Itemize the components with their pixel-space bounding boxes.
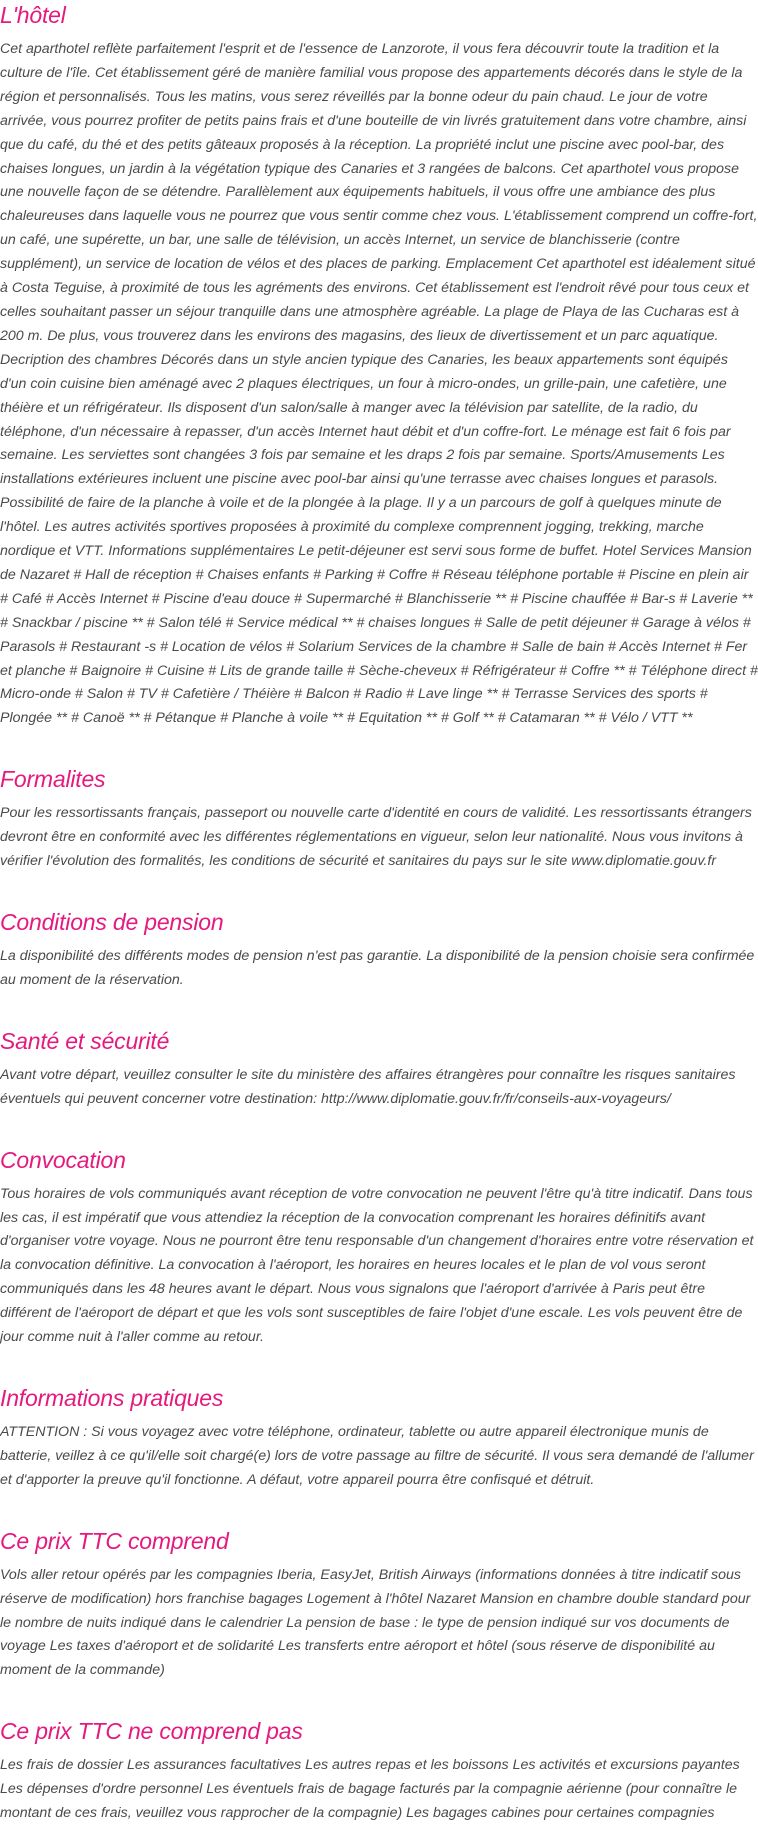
section-title: Formalites	[0, 766, 106, 793]
section-title: Conditions de pension	[0, 909, 224, 935]
section-body: Pour les ressortissants français, passeport ou nouvelle carte d'identité en cours de validité. Les ressortissants étrangers devront être en conformité avec les différentes réglementations en vigueur, selon leur nationalité. Nous vous invitons à vérifier l'évolution des formalités, les conditions de sécurité et sanitaires du pays sur le site www.diplomatie.gouv.fr	[0, 805, 752, 870]
section-body: ATTENTION : Si vous voyagez avec votre téléphone, ordinateur, tablette ou autre appareil électronique munis de batterie, veillez à ce qu'il/elle soit chargé(e) lors de votre passage au filtre de sécurité. Il vous sera demandé de l'allumer et d'apporter la preuve qu'il fonctionne. A défaut, votre appareil pourra être confisqué et détruit.	[0, 1423, 754, 1488]
section-title: Santé et sécurité	[0, 1027, 170, 1054]
section-body: Cet aparthotel reflète parfaitement l'esprit et de l'essence de Lanzorote, il vous fera découvrir toute la tradition et la culture de l'île. Cet établissement géré de manière familial vous propose des appartements décorés dans le style de la région et personnalisés. Tous les matins, vous serez réveillés par la bonne odeur du pain chaud. Le jour de votre arrivée, vous pourrez profiter de petits pains frais et d'une bouteille de vin livrés gratuitement dans votre chambre, ainsi que du café, du thé et des petits gâteaux proposés à la réception. La propriété inclut une piscine avec pool-bar, des chaises longues, un jardin à la végétation typique des Canaries et 3 rangées de balcons. Cet aparthotel vous propose une nouvelle façon de se détendre. Parallèlement aux équipements habituels, il vous offre une ambiance des plus chaleureuses dans laquelle vous ne pourrez que vous sentir comme chez vous. L'établissement comprend un coffre-fort, un café, une supérette, un bar, une salle de télévision, un accès Internet, un service de blanchisserie (contre supplément), un service de location de vélos et des places de parking. Emplacement Cet aparthotel est idéalement situé à Costa Teguise, à proximité de tous les agréments des environs. Cet établissement est l'endroit rêvé pour tous ceux et celles souhaitant passer un séjour tranquille dans une atmosphère agréable. La plage de Playa de las Cucharas est à 200 m. De plus, vous trouverez dans les environs des magasins, des lieux de divertissement et un parc aquatique. Decription des chambres Décorés dans un style ancien typique des Canaries, les beaux appartements sont équipés d'un coin cuisine bien aménagé avec 2 plaques électriques, un four à micro-ondes, un grille-pain, une cafetière, une théière et un réfrigérateur. Ils disposent d'un salon/salle à manger avec la télévision par satellite, de la radio, du téléphone, d'un nécessaire à repasser, d'un accès Internet haut débit et d'un coffre-fort. Le ménage est fait 6 fois par semaine. Les serviettes sont changées 3 fois par semaine et les draps 2 fois par semaine. Sports/Amusements Les installations extérieures incluent une piscine avec pool-bar ainsi qu'une terrasse avec chaises longues et parasols. Possibilité de faire de la planche à voile et de la plongée à la plage. Il y a un parcours de golf à quelques minute de l'hôtel. Les autres activités sportives proposées à proximité du complexe comprennent jogging, trekking, marche nordique et VTT. Informations supplémentaires Le petit-déjeuner est servi sous forme de buffet. Hotel Services Mansion de Nazaret # Hall de réception # Chaises enfants # Parking # Coffre # Réseau téléphone portable # Piscine en plein air # Café # Accès Internet # Piscine d'eau douce # Supermarché # Blanchisserie ** # Piscine chauffée # Bar-s # Laverie ** # Snackbar / piscine ** # Salon télé # Service médical ** # chaises longues # Salle de petit déjeuner # Garage à vélos # Parasols # Restaurant -s # Location de vélos # Solarium Services de la chambre # Salle de bain # Accès Internet # Fer et planche # Baignoire # Cuisine # Lits de grande taille # Sèche-cheveux # Réfrigérateur # Coffre ** # Téléphone direct # Micro-onde # Salon # TV # Cafetière / Théière # Balcon # Radio # Lave linge ** # Terrasse Services des sports # Plongée ** # Canoë ** # Pétanque # Planche à voile ** # Equitation ** # Golf ** # Catamaran ** # Vélo / VTT **	[0, 41, 758, 727]
section-hotel	[0, 0, 758, 731]
section-prix-comprend	[0, 1526, 758, 1684]
section-body: Les frais de dossier Les assurances facultatives Les autres repas et les boissons Les activités et excursions payantes Les dépenses d'ordre personnel Les éventuels frais de bagage facturés par la compagnie aérienne (pour connaître le montant de ces frais, veuillez vous rapprocher de la compagnie) Les bagages cabines pour certaines compagnies	[0, 1757, 740, 1822]
section-conditions-pension	[0, 907, 758, 993]
section-prix-ne-comprend-pas	[0, 1716, 758, 1826]
section-title: Informations pratiques	[0, 1384, 224, 1411]
section-title: Ce prix TTC ne comprend pas	[0, 1718, 303, 1745]
section-informations-pratiques	[0, 1383, 758, 1493]
section-title: Ce prix TTC comprend	[0, 1527, 229, 1554]
section-body: Vols aller retour opérés par les compagnies Iberia, EasyJet, British Airways (informations données à titre indicatif sous réserve de modification) hors franchise bagages Logement à l'hôtel Nazaret Mansion en chambre double standard pour le nombre de nuits indiqué dans le calendrier La pension de base : le type de pension indiqué sur vos documents de voyage Les taxes d'aéroport et de solidarité Les transferts entre aéroport et hôtel (sous réserve de disponibilité au moment de la commande)	[0, 1566, 751, 1679]
section-body: La disponibilité des différents modes de pension n'est pas garantie. La disponibilité de la pension choisie sera confirmée au moment de la réservation.	[0, 948, 755, 988]
section-title: Convocation	[0, 1146, 126, 1173]
section-sante-securite	[0, 1026, 758, 1112]
section-title: L'hôtel	[0, 2, 66, 28]
section-formalites	[0, 764, 758, 874]
section-convocation	[0, 1145, 758, 1350]
section-body: Avant votre départ, veuillez consulter le site du ministère des affaires étrangères pour connaître les risques sanitaires éventuels qui peuvent concerner votre destination: http://www.diplomatie.gouv.fr/fr/conseils-aux-voyageurs/	[0, 1066, 736, 1107]
section-body: Tous horaires de vols communiqués avant réception de votre convocation ne peuvent l'être qu'à titre indicatif. Dans tous les cas, il est impératif que vous attendiez la réception de la convocation comprenant les horaires définitifs avant d'organiser votre voyage. Nous ne pourront être tenu responsable d'un changement d'horaires entre votre réservation et la convocation définitive. La convocation à l'aéroport, les horaires en heures locales et le plan de vol vous seront communiqués dans les 48 heures avant le départ. Nous vous signalons que l'aéroport d'arrivée à Paris peut être différent de l'aéroport de départ et que les vols sont susceptibles de faire l'objet d'une escale. Les vols peuvent être de jour comme nuit à l'aller comme au retour.	[0, 1185, 754, 1346]
